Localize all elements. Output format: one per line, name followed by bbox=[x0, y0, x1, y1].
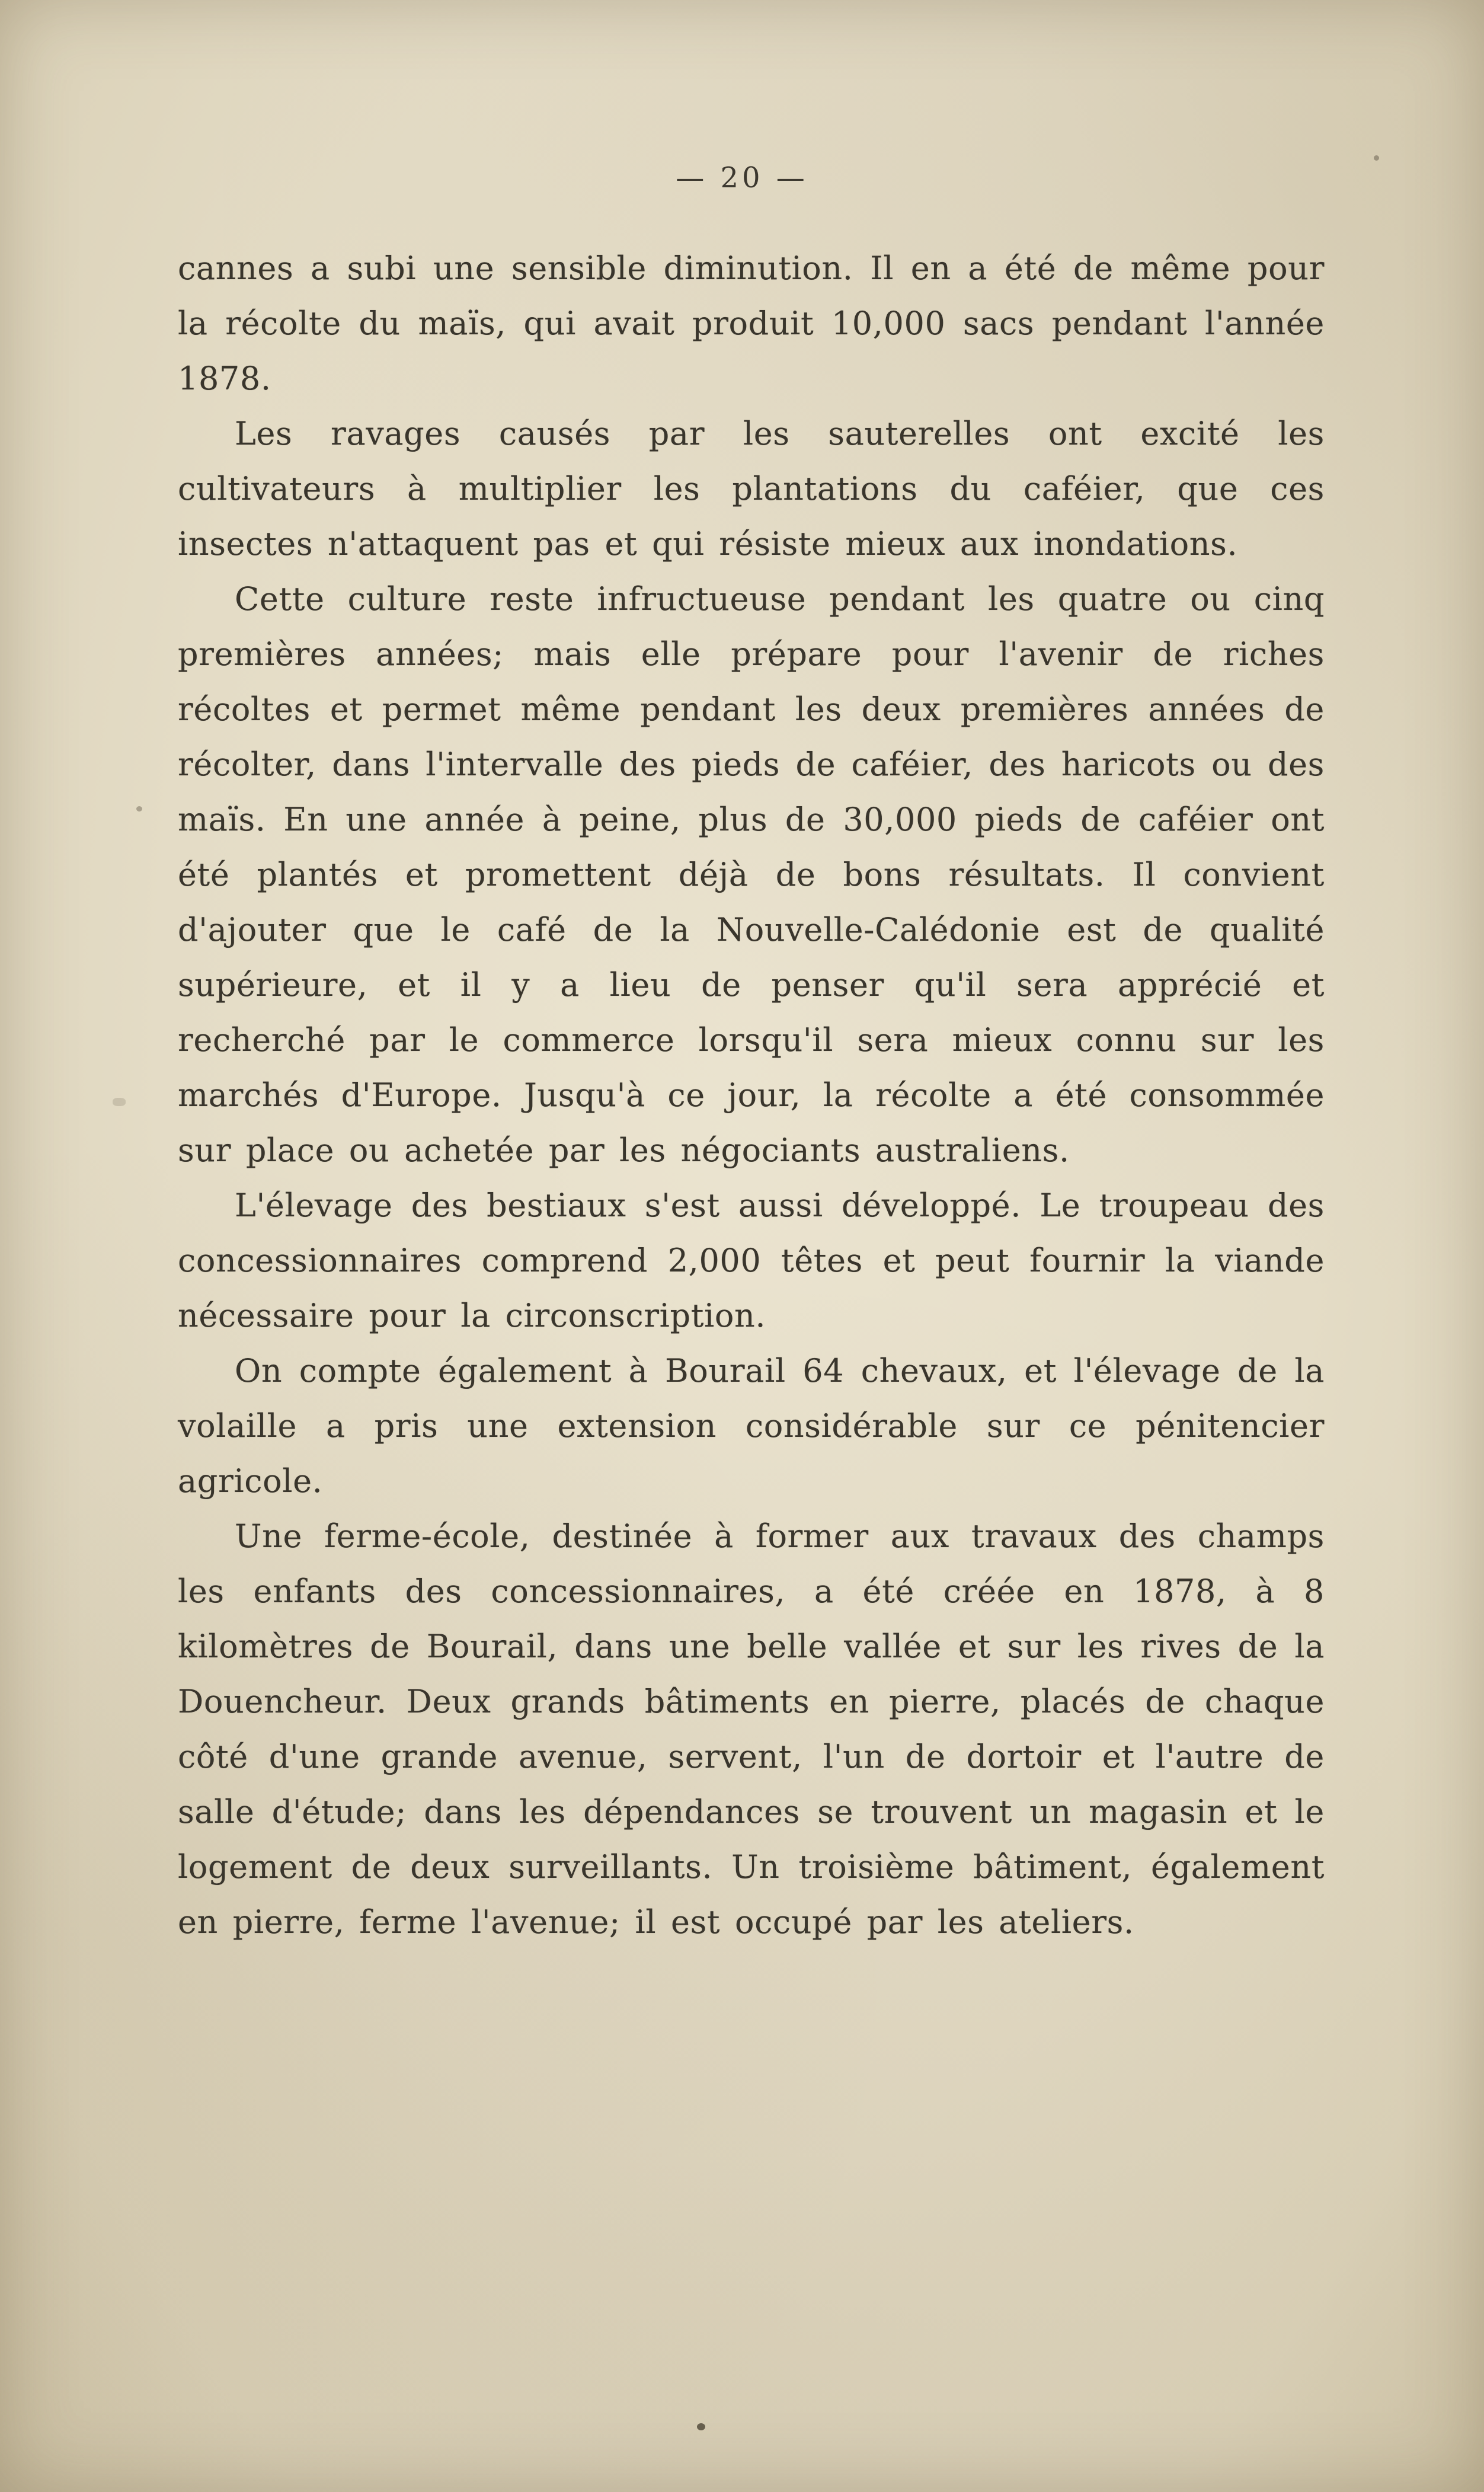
paper-stain bbox=[113, 1098, 126, 1106]
paragraph: Les ravages causés par les sauterelles ont excité les cultivateurs à multiplier les plantations du caféier, que ces insectes n'attaquent pas et qui résiste mieux aux inondations. bbox=[178, 415, 1325, 563]
paragraph: Cette culture reste infructueuse pendant les quatre ou cinq premières années; mais elle prépare pour l'avenir de riches récoltes et permet même pendant les deux premières années de récolter, dans l'intervalle des pieds de caféier, des haricots ou des maïs. En une année à peine, plus de 30,000 pieds de caféier ont été plantés et promettent déjà de bons résultats. Il convient d'ajouter que le café de la Nouvelle-Calédonie est de qualité supérieure, et il y a lieu de penser qu'il sera apprécié et recherché par le commerce lorsqu'il sera mieux connu sur les marchés d'Europe. Jusqu'à ce jour, la récolte a été consommée sur place ou achetée par les négociants australiens. bbox=[178, 580, 1325, 1169]
page-text bbox=[178, 241, 1325, 1950]
paragraph: Une ferme-école, destinée à former aux travaux des champs les enfants des concessionnaires, a été créée en 1878, à 8 kilomètres de Bourail, dans une belle vallée et sur les rives de la Douencheur. Deux grands bâtiments en pierre, placés de chaque côté d'une grande avenue, servent, l'un de dortoir et l'autre de salle d'étude; dans les dépendances se trouvent un magasin et le logement de deux surveillants. Un troisième bâtiment, également en pierre, ferme l'avenue; il est occupé par les ateliers. bbox=[178, 1517, 1325, 1941]
paper-speck bbox=[136, 806, 142, 812]
paper-speck bbox=[1374, 155, 1379, 161]
paper-speck bbox=[697, 2423, 705, 2430]
paragraph-continuation: cannes a subi une sensible diminution. Il en a été de même pour la récolte du maïs, qui avait produit 10,000 sacs pendant l'année 1878. bbox=[178, 250, 1325, 397]
page-number: — 20 — bbox=[676, 161, 808, 194]
paragraph: On compte également à Bourail 64 chevaux, et l'élevage de la volaille a pris une extension considérable sur ce pénitencier agricole. bbox=[178, 1352, 1325, 1500]
paragraph: L'élevage des bestiaux s'est aussi développé. Le troupeau des concessionnaires comprend 2,000 têtes et peut fournir la viande nécessaire pour la circonscription. bbox=[178, 1187, 1325, 1334]
